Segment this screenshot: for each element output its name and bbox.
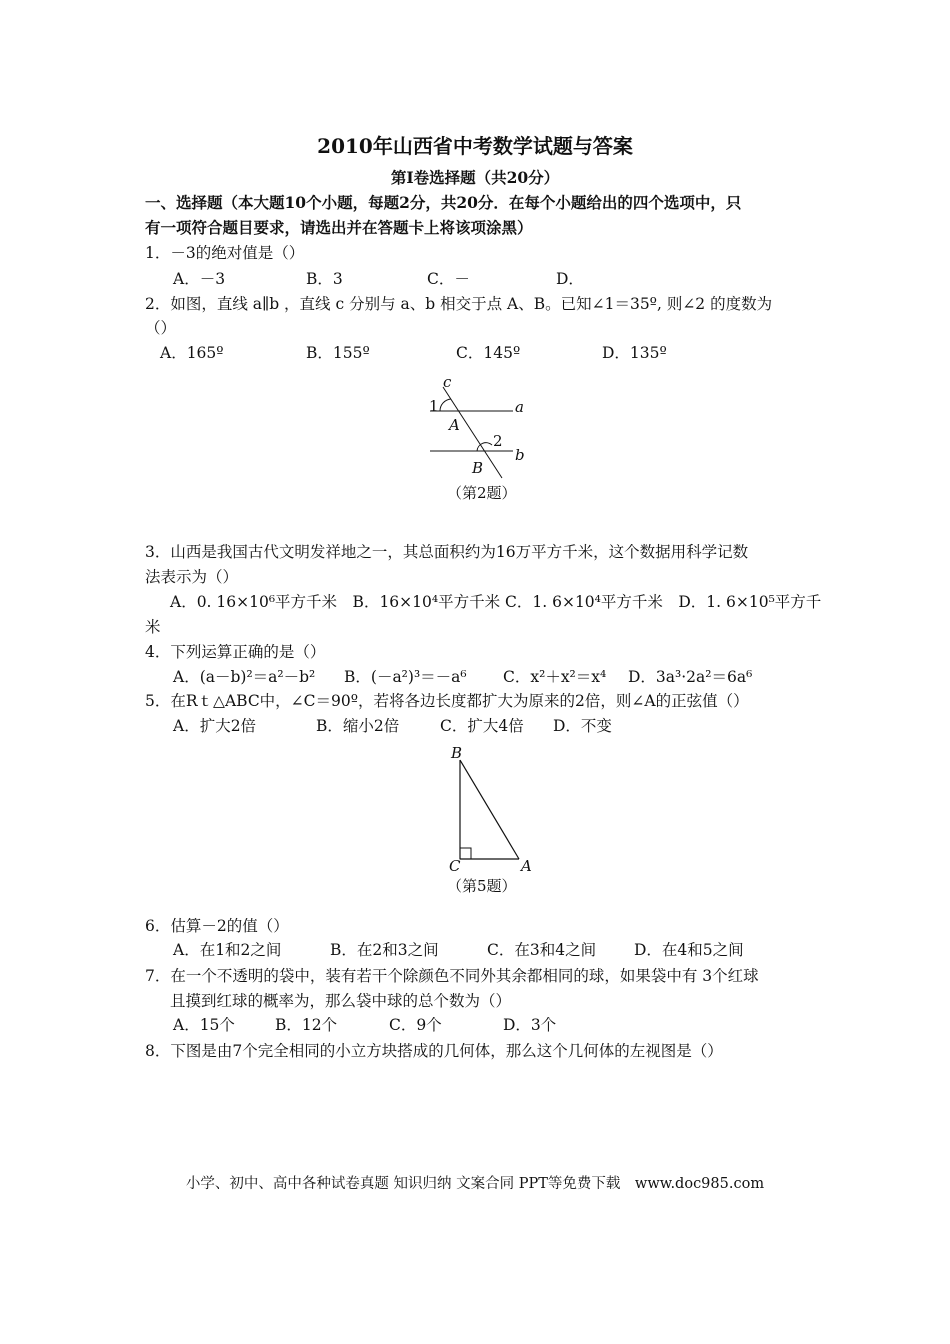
q5-stem: 5．在Rｔ△ABC中，∠C＝90º，若将各边长度都扩大为原来的2倍，则∠A的正弦值（） (145, 692, 749, 710)
q2-caption: （第2题） (447, 484, 517, 502)
q5-label-A: A (521, 857, 532, 875)
q5-option-b: B．缩小2倍 (316, 717, 400, 735)
q2-stem-line1: 2．如图，直线 a∥b ，直线 c 分别与 a、b 相交于点 A、B。已知∠1＝35º, 则∠2 的度数为 (145, 295, 773, 313)
q7-option-a: A．15个 (173, 1016, 235, 1034)
q1-option-b: B．3 (306, 270, 343, 288)
side-ab (460, 760, 519, 859)
q4-option-d: D．3a³·2a²＝6a⁶ (628, 668, 753, 686)
q3-stem-line2: 法表示为（） (145, 568, 239, 586)
q4-stem: 4．下列运算正确的是（） (145, 643, 326, 661)
q2-label-A: A (449, 416, 460, 434)
q1-stem: 1．－3的绝对值是（） (145, 244, 305, 262)
q3-options-wrap: 米 (145, 618, 161, 636)
q2-option-c: C．145º (456, 344, 521, 362)
q2-label-B: B (472, 459, 484, 477)
q1-option-a: A．－3 (173, 270, 226, 288)
q4-option-a: A．(a－b)²＝a²－b² (173, 668, 316, 686)
q2-label-c: c (443, 373, 452, 391)
q1-option-d: D． (556, 270, 584, 288)
q2-option-a: A．165º (160, 344, 224, 362)
q3-options: A．0. 16×10⁶平方千米 B．16×10⁴平方千米 C．1. 6×10⁴平方千米 D．1. 6×10⁵平方千 (170, 593, 822, 611)
section-instructions-line2: 有一项符合题目要求，请选出并在答题卡上将该项涂黑） (145, 218, 533, 237)
q2-label-1: 1 (429, 397, 439, 415)
section-instructions-line1: 一、选择题（本大题10个小题，每题2分，共20分．在每个小题给出的四个选项中，只 (145, 193, 742, 212)
q2-label-2: 2 (493, 432, 503, 450)
q2-label-b: b (515, 446, 525, 464)
q6-option-d: D．在4和5之间 (634, 941, 744, 959)
right-angle-mark (460, 848, 471, 859)
q6-option-c: C．在3和4之间 (487, 941, 597, 959)
page-footer: 小学、初中、高中各种试卷真题 知识归纳 文案合同 PPT等免费下载 www.doc985.com (185, 1176, 765, 1192)
q2-stem-line2: （） (145, 319, 177, 337)
q1-option-c: C．－ (427, 270, 470, 288)
q4-option-c: C．x²＋x²＝x⁴ (503, 668, 607, 686)
q5-label-C: C (449, 857, 461, 875)
q7-stem-line1: 7．在一个不透明的袋中，装有若干个除颜色不同外其余都相同的球，如果袋中有 3个红球 (145, 967, 759, 985)
q7-option-c: C．9个 (389, 1016, 442, 1034)
q4-option-b: B．(－a²)³＝－a⁶ (344, 668, 467, 686)
page-title: 2010年山西省中考数学试题与答案 (317, 134, 633, 158)
q5-option-d: D．不变 (553, 717, 612, 735)
q2-option-d: D．135º (602, 344, 667, 362)
q2-option-b: B．155º (306, 344, 370, 362)
q8-stem: 8．下图是由7个完全相同的小立方块搭成的几何体，那么这个几何体的左视图是（） (145, 1042, 723, 1060)
q6-option-b: B．在2和3之间 (330, 941, 439, 959)
q2-label-a: a (515, 398, 524, 416)
q5-option-c: C．扩大4倍 (440, 717, 524, 735)
q5-option-a: A．扩大2倍 (173, 717, 257, 735)
q5-label-B: B (451, 744, 463, 762)
q3-stem-line1: 3．山西是我国古代文明发祥地之一，其总面积约为16万平方千米，这个数据用科学记数 (145, 543, 749, 561)
q6-option-a: A．在1和2之间 (173, 941, 282, 959)
q7-option-b: B．12个 (275, 1016, 338, 1034)
q5-caption: （第5题） (447, 877, 517, 895)
q7-stem-line2: 且摸到红球的概率为，那么袋中球的总个数为（） (170, 992, 512, 1010)
section-subtitle: 第Ⅰ卷选择题（共20分） (390, 168, 560, 187)
q7-option-d: D．3个 (503, 1016, 557, 1034)
q6-stem: 6．估算－2的值（） (145, 917, 289, 935)
